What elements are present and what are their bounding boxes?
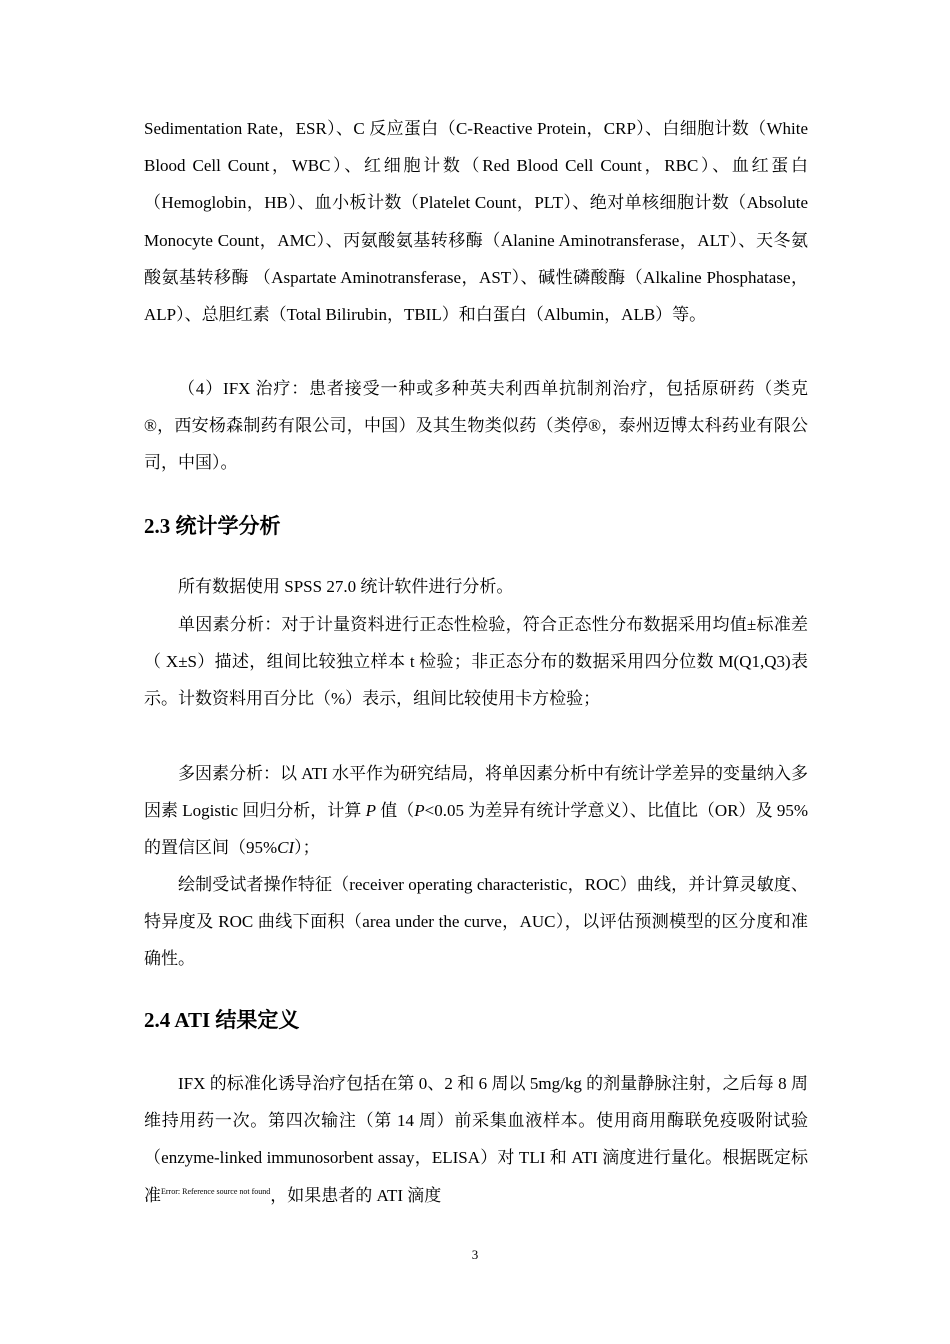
ifx-treatment-paragraph: （4）IFX 治疗：患者接受一种或多种英夫利西单抗制剂治疗，包括原研药（类克®，西安杨森制药有限公司，中国）及其生物类似药（类停®，泰州迈博太科药业有限公司，中国）。: [144, 379, 808, 473]
p-value-symbol: P: [414, 801, 425, 821]
text-run: ，如果患者的 ATI 滴度: [270, 1185, 442, 1205]
univariate-analysis-paragraph: 单因素分析：对于计量资料进行正态性检验，符合正态性分布数据采用均值±标准差（ X±S）描述，组间比较独立样本 t 检验；非正态分布的数据采用四分位数 M(Q1,Q3)表示。计数资料用百分比（%）表示，组间比较使用卡方检验；: [144, 615, 808, 709]
p-value-symbol: P: [365, 801, 376, 821]
text-run: ）；: [294, 838, 320, 858]
text-run: 值（: [375, 801, 415, 821]
page-number: 3: [471, 1247, 479, 1262]
text-run: <0.05 为差异有统计学意义）、比值比（OR）及 95%的置信区间（95%: [144, 801, 808, 858]
spss-paragraph: 所有数据使用 SPSS 27.0 统计软件进行分析。: [178, 577, 514, 596]
roc-paragraph: 绘制受试者操作特征（receiver operating characteristic，ROC）曲线，并计算灵敏度、特异度及 ROC 曲线下面积（area under the curve，AUC），以评估预测模型的区分度和准确性。: [144, 875, 808, 969]
section-heading-2-3: 2.3 统计学分析: [144, 514, 281, 538]
text-run: IFX 的标准化诱导治疗包括在第 0、2 和 6 周以 5mg/kg 的剂量静脉注射，之后每 8 周维持用药一次。第四次输注（第 14 周）前采集血液样本。使用商用酶联免疫吸附试验（enzyme-linked immunosorbent assay，ELISA）对 TLI 和 ATI 滴度进行量化。根据既定标准: [144, 1074, 808, 1205]
text-run: 多因素分析：以 ATI 水平作为研究结局，将单因素分析中有统计学差异的变量纳入多因素 Logistic 回归分析，计算: [144, 764, 808, 821]
multivariate-analysis-paragraph: [144, 755, 808, 867]
reference-error-superscript: Error: Reference source not found: [161, 1186, 271, 1196]
ci-symbol: CI: [277, 838, 295, 858]
lab-indicators-paragraph: Sedimentation Rate，ESR）、C 反应蛋白（C-Reactive Protein，CRP）、白细胞计数（White Blood Cell Count，WBC）、红细胞计数（Red Blood Cell Count，RBC）、血红蛋白（Hemoglobin，HB）、血小板计数（Platelet Count，PLT）、绝对单核细胞计数（Absolute Monocyte Count，AMC）、丙氨酸氨基转移酶（Alanine Aminotransferase，ALT）、天冬氨酸氨基转移酶 （Aspartate Aminotransferase，AST）、碱性磷酸酶（Alkaline Phosphatase，ALP）、总胆红素（Total Bilirubin，TBIL）和白蛋白（Albumin，ALB）等。: [144, 119, 808, 325]
section-heading-2-4: 2.4 ATI 结果定义: [144, 1008, 300, 1032]
ati-definition-paragraph: [144, 1065, 808, 1214]
